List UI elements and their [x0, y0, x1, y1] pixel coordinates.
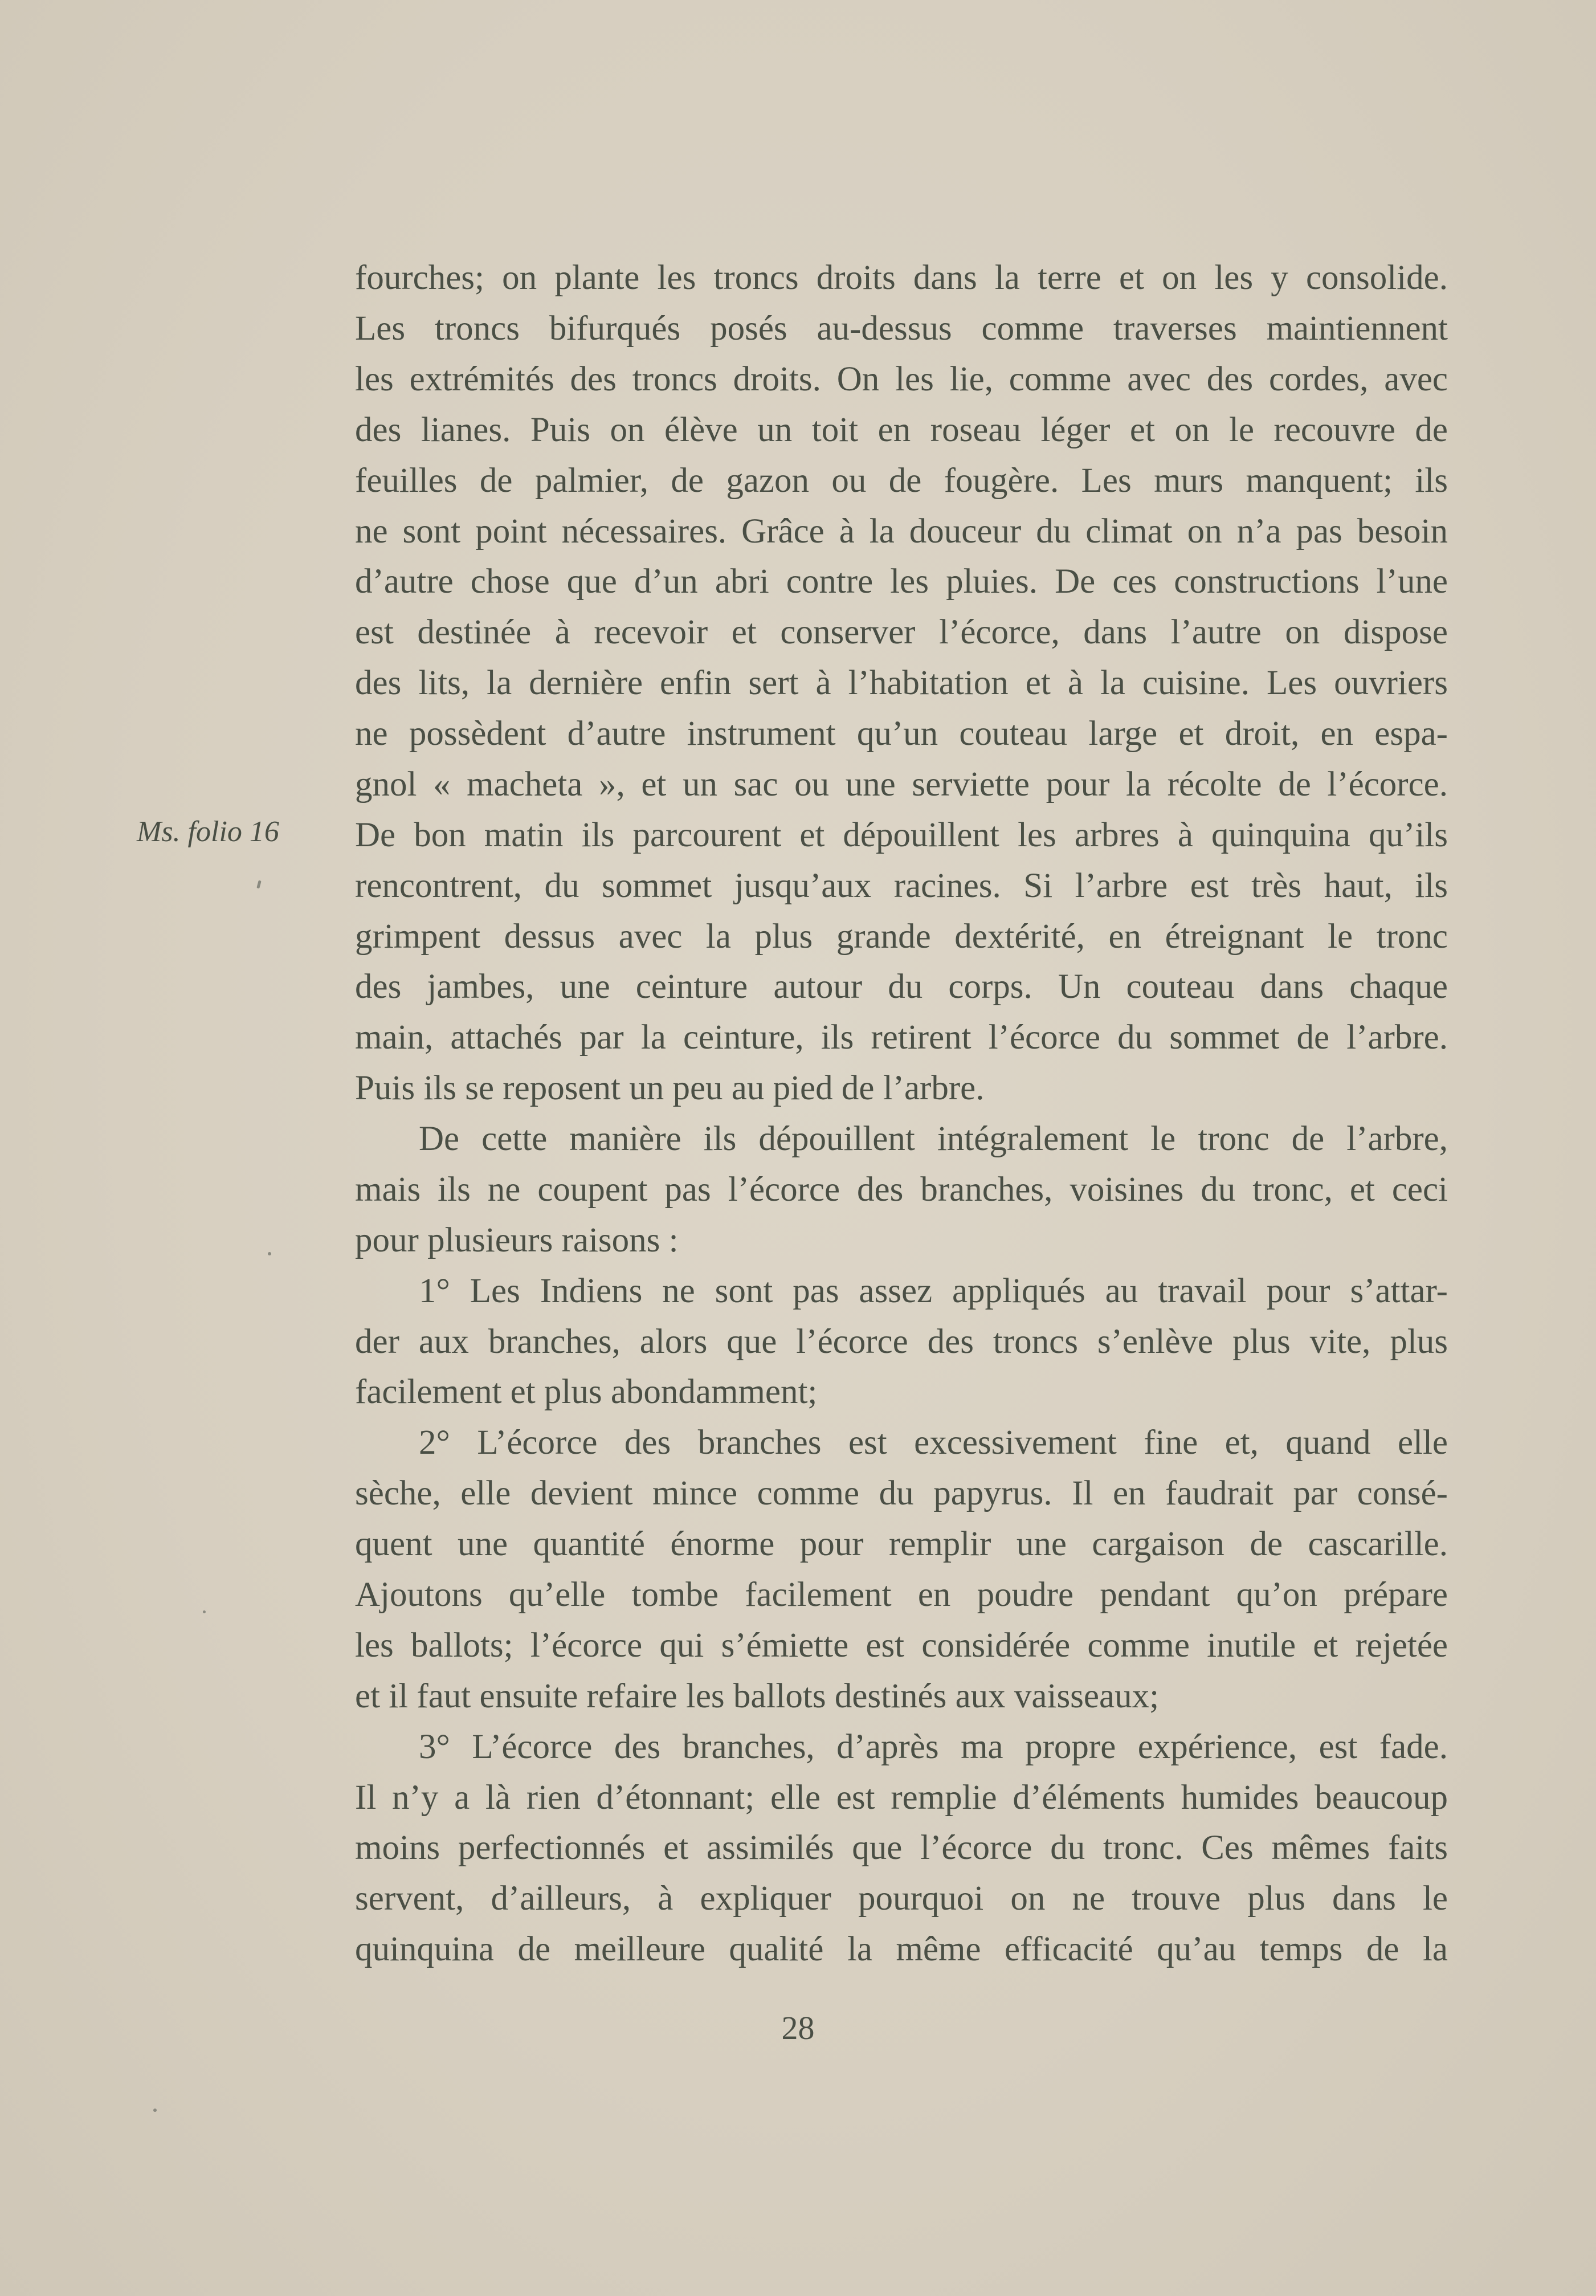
text-line: mais ils ne coupent pas l’écorce des branches, voisines du tronc, et ceci: [355, 1171, 1448, 1209]
text-line: rencontrent, du sommet jusqu’aux racines. Si l’arbre est très haut, ils: [355, 867, 1448, 905]
paper-speck: [153, 2109, 157, 2112]
text-line: ne sont point nécessaires. Grâce à la douceur du climat on n’a pas besoin: [355, 512, 1448, 550]
text-line: quinquina de meilleure qualité la même efficacité qu’au temps de la: [355, 1930, 1448, 1968]
text-line: De cette manière ils dépouillent intégralement le tronc de l’arbre,: [419, 1120, 1448, 1158]
text-line: Ajoutons qu’elle tombe facilement en poudre pendant qu’on prépare: [355, 1576, 1448, 1614]
text-line: est destinée à recevoir et conserver l’écorce, dans l’autre on dispose: [355, 613, 1448, 651]
text-line: der aux branches, alors que l’écorce des troncs s’enlève plus vite, plus: [355, 1323, 1448, 1361]
text-line: 3° L’écorce des branches, d’après ma propre expérience, est fade.: [419, 1728, 1448, 1766]
text-line: grimpent dessus avec la plus grande dextérité, en étreignant le tronc: [355, 917, 1448, 956]
text-line: quent une quantité énorme pour remplir une cargaison de cascarille.: [355, 1525, 1448, 1563]
text-line: servent, d’ailleurs, à expliquer pourquoi on ne trouve plus dans le: [355, 1879, 1448, 1918]
text-line: 2° L’écorce des branches est excessivement fine et, quand elle: [419, 1424, 1448, 1462]
text-line: 1° Les Indiens ne sont pas assez appliqués au travail pour s’attar-: [419, 1272, 1448, 1310]
text-line: Puis ils se reposent un peu au pied de l’arbre.: [355, 1069, 985, 1107]
paper-speck: [203, 1610, 206, 1613]
text-line: facilement et plus abondamment;: [355, 1373, 818, 1411]
paper-speck: [268, 1252, 271, 1255]
text-line: des lianes. Puis on élève un toit en roseau léger et on le recouvre de: [355, 411, 1448, 449]
text-line: des jambes, une ceinture autour du corps. Un couteau dans chaque: [355, 968, 1448, 1006]
text-line: Les troncs bifurqués posés au-dessus comme traverses maintiennent: [355, 309, 1448, 348]
text-line: des lits, la dernière enfin sert à l’habitation et à la cuisine. Les ouvriers: [355, 664, 1448, 702]
text-line: sèche, elle devient mince comme du papyrus. Il en faudrait par consé-: [355, 1474, 1448, 1512]
paper-speck: [256, 880, 261, 889]
page-number: 28: [781, 2009, 815, 2046]
text-line: gnol « macheta », et un sac ou une serviette pour la récolte de l’écorce.: [355, 765, 1448, 804]
text-line: les ballots; l’écorce qui s’émiette est considérée comme inutile et rejetée: [355, 1626, 1448, 1665]
text-line: d’autre chose que d’un abri contre les pluies. De ces constructions l’une: [355, 562, 1448, 601]
text-line: Il n’y a là rien d’étonnant; elle est remplie d’éléments humides beaucoup: [355, 1779, 1448, 1817]
text-line: fourches; on plante les troncs droits dans la terre et on les y consolide.: [355, 259, 1448, 297]
text-line: et il faut ensuite refaire les ballots destinés aux vaisseaux;: [355, 1677, 1160, 1715]
text-line: les extrémités des troncs droits. On les lie, comme avec des cordes, avec: [355, 360, 1448, 398]
text-line: ne possèdent d’autre instrument qu’un couteau large et droit, en espa-: [355, 715, 1448, 753]
text-line: pour plusieurs raisons :: [355, 1221, 679, 1259]
margin-note: Ms. folio 16: [137, 815, 279, 848]
text-line: feuilles de palmier, de gazon ou de fougère. Les murs manquent; ils: [355, 462, 1448, 500]
text-line: De bon matin ils parcourent et dépouillent les arbres à quinquina qu’ils: [355, 816, 1448, 854]
text-line: main, attachés par la ceinture, ils retirent l’écorce du sommet de l’arbre.: [355, 1018, 1448, 1057]
text-line: moins perfectionnés et assimilés que l’écorce du tronc. Ces mêmes faits: [355, 1829, 1448, 1867]
